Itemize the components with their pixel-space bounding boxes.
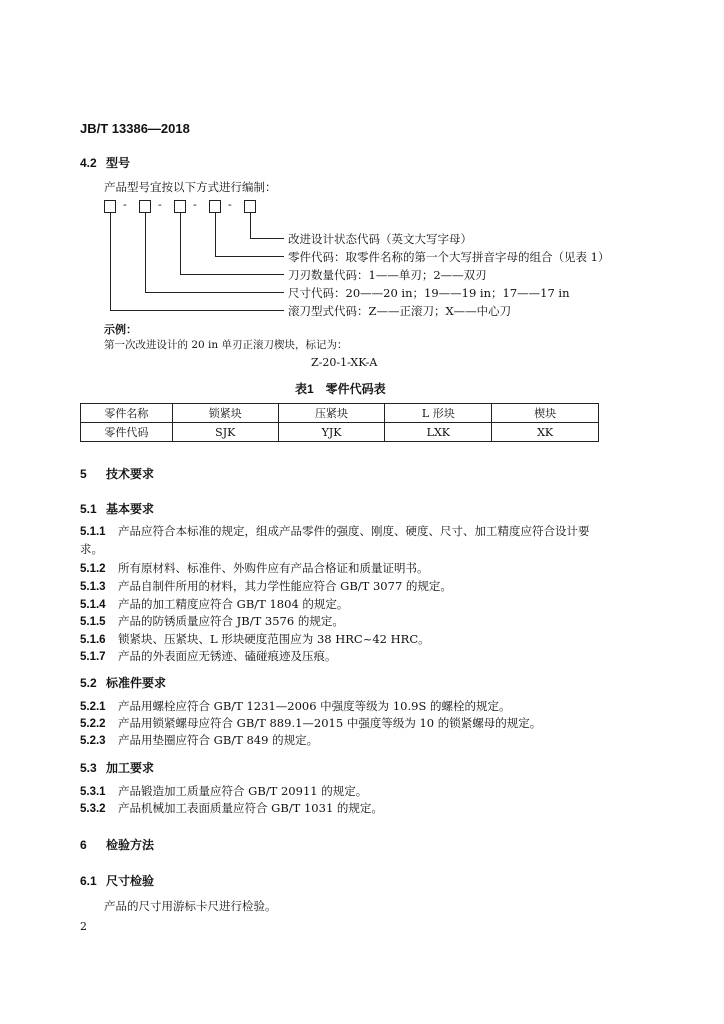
- connector-line: [180, 274, 284, 275]
- section-title: 检验方法: [106, 838, 155, 852]
- clause-5-3-2: [80, 800, 383, 816]
- clause-text: 所有原材料、标准件、外购件应有产品合格证和质量证明书。: [118, 561, 429, 575]
- clause-5-1-1: [80, 523, 590, 539]
- code-box-4: [209, 200, 221, 213]
- connector-line: [110, 213, 111, 310]
- code-box-3: [174, 200, 186, 213]
- clause-text: 产品用垫圈应符合 GB/T 849 的规定。: [118, 733, 319, 747]
- clause-number: 5.1.2: [80, 563, 106, 575]
- section-title: 型号: [106, 156, 131, 170]
- code-box-5: [244, 200, 256, 213]
- code-box-1: [104, 200, 116, 213]
- table-cell: 零件名称: [81, 404, 173, 423]
- clause-number: 5.1.1: [80, 526, 106, 538]
- label-size-code: 尺寸代码：20——20 in；19——19 in；17——17 in: [288, 286, 570, 300]
- clause-text: 产品自制件所用的材料，其力学性能应符合 GB/T 3077 的规定。: [118, 579, 452, 593]
- section-5-heading: [80, 465, 154, 482]
- code-separator: -: [123, 198, 127, 211]
- section-number: 5.3: [80, 761, 97, 775]
- clause-5-1-5: [80, 613, 344, 629]
- connector-line: [145, 292, 284, 293]
- label-cutter-type-code: 滚刀型式代码：Z——正滚刀；X——中心刀: [288, 304, 512, 318]
- table-row: [81, 404, 599, 423]
- table-cell: LXK: [385, 423, 492, 442]
- table-cell: 零件代码: [81, 423, 173, 442]
- example-code: Z-20-1-XK-A: [311, 356, 378, 369]
- example-text: 第一次改进设计的 20 in 单刃正滚刀楔块，标记为：: [104, 339, 348, 351]
- table-cell: YJK: [278, 423, 385, 442]
- section-number: 5.1: [80, 502, 97, 516]
- clause-number: 5.1.6: [80, 634, 106, 646]
- table-cell: L 形块: [385, 404, 492, 423]
- label-improvement-code: 改进设计状态代码（英文大写字母）: [288, 232, 472, 246]
- clause-text: 产品用螺栓应符合 GB/T 1231—2006 中强度等级为 10.9S 的螺栓的规定。: [118, 699, 511, 713]
- code-box-2: [139, 200, 151, 213]
- section-5-2-heading: [80, 674, 166, 691]
- clause-5-1-3: [80, 578, 452, 594]
- clause-text: 产品用锁紧螺母应符合 GB/T 889.1—2015 中强度等级为 10 的锁紧螺母的规定。: [118, 716, 542, 730]
- table-cell: 压紧块: [278, 404, 385, 423]
- clause-text: 锁紧块、压紧块、L 形块硬度范围应为 38 HRC~42 HRC。: [118, 632, 430, 646]
- clause-5-1-2: [80, 560, 429, 576]
- connector-line: [180, 213, 181, 274]
- connector-line: [145, 213, 146, 292]
- section-title: 技术要求: [106, 467, 155, 481]
- example-label: 示例：: [104, 324, 137, 336]
- connector-line: [110, 310, 284, 311]
- clause-5-2-2: [80, 715, 541, 731]
- clause-text: 产品的加工精度应符合 GB/T 1804 的规定。: [118, 597, 349, 611]
- section-number: 4.2: [80, 156, 97, 170]
- table-cell: SJK: [172, 423, 278, 442]
- section-number: 5: [80, 467, 87, 481]
- section-5-3-heading: [80, 759, 154, 776]
- connector-line: [215, 213, 216, 256]
- clause-5-2-1: [80, 698, 510, 714]
- document-code-header: JB/T 13386—2018: [80, 121, 190, 136]
- clause-text: 产品应符合本标准的规定，组成产品零件的强度、刚度、硬度、尺寸、加工精度应符合设计要: [118, 524, 590, 538]
- section-title: 加工要求: [106, 761, 155, 775]
- clause-number: 5.2.3: [80, 735, 106, 747]
- clause-5-1-1-continuation: 求。: [80, 542, 103, 556]
- connector-line: [250, 238, 284, 239]
- section-number: 6.1: [80, 874, 97, 888]
- clause-text: 产品的防锈质量应符合 JB/T 3576 的规定。: [118, 614, 344, 628]
- section-6-heading: [80, 836, 154, 853]
- connector-line: [215, 256, 284, 257]
- clause-number: 5.3.1: [80, 786, 106, 798]
- clause-number: 5.1.5: [80, 616, 106, 628]
- code-separator: -: [158, 198, 162, 211]
- code-separator: -: [193, 198, 197, 211]
- clause-number: 5.1.3: [80, 581, 106, 593]
- section-4-2-heading: [80, 154, 130, 171]
- label-part-code: 零件代码：取零件名称的第一个大写拼音字母的组合（见表 1）: [288, 250, 610, 264]
- connector-line: [250, 213, 251, 238]
- clause-number: 5.1.7: [80, 651, 106, 663]
- label-blade-count-code: 刀刃数量代码：1——单刃；2——双刃: [288, 268, 487, 282]
- model-intro-text: 产品型号宜按以下方式进行编制：: [104, 180, 277, 194]
- clause-6-1-text: 产品的尺寸用游标卡尺进行检验。: [104, 899, 277, 913]
- page-number: 2: [80, 920, 87, 933]
- section-5-1-heading: [80, 500, 154, 517]
- clause-number: 5.1.4: [80, 599, 106, 611]
- table-cell: 锁紧块: [172, 404, 278, 423]
- section-6-1-heading: [80, 872, 154, 889]
- clause-number: 5.2.2: [80, 718, 106, 730]
- clause-number: 5.2.1: [80, 701, 106, 713]
- clause-text: 产品机械加工表面质量应符合 GB/T 1031 的规定。: [118, 801, 383, 815]
- table-cell: 楔块: [492, 404, 599, 423]
- clause-5-1-7: [80, 648, 337, 664]
- clause-5-3-1: [80, 783, 367, 799]
- clause-text: 产品锻造加工质量应符合 GB/T 20911 的规定。: [118, 784, 368, 798]
- section-number: 5.2: [80, 676, 97, 690]
- section-title: 尺寸检验: [106, 874, 155, 888]
- table-row: [81, 423, 599, 442]
- section-title: 基本要求: [106, 502, 155, 516]
- code-separator: -: [228, 198, 232, 211]
- table-cell: XK: [492, 423, 599, 442]
- clause-5-1-4: [80, 596, 348, 612]
- part-code-table: [80, 403, 599, 442]
- table-caption: 表1 零件代码表: [295, 382, 386, 396]
- clause-5-1-6: [80, 631, 430, 647]
- clause-5-2-3: [80, 732, 318, 748]
- clause-text: 产品的外表面应无锈迹、磕碰痕迹及压痕。: [118, 649, 337, 663]
- section-number: 6: [80, 838, 87, 852]
- clause-number: 5.3.2: [80, 803, 106, 815]
- section-title: 标准件要求: [106, 676, 167, 690]
